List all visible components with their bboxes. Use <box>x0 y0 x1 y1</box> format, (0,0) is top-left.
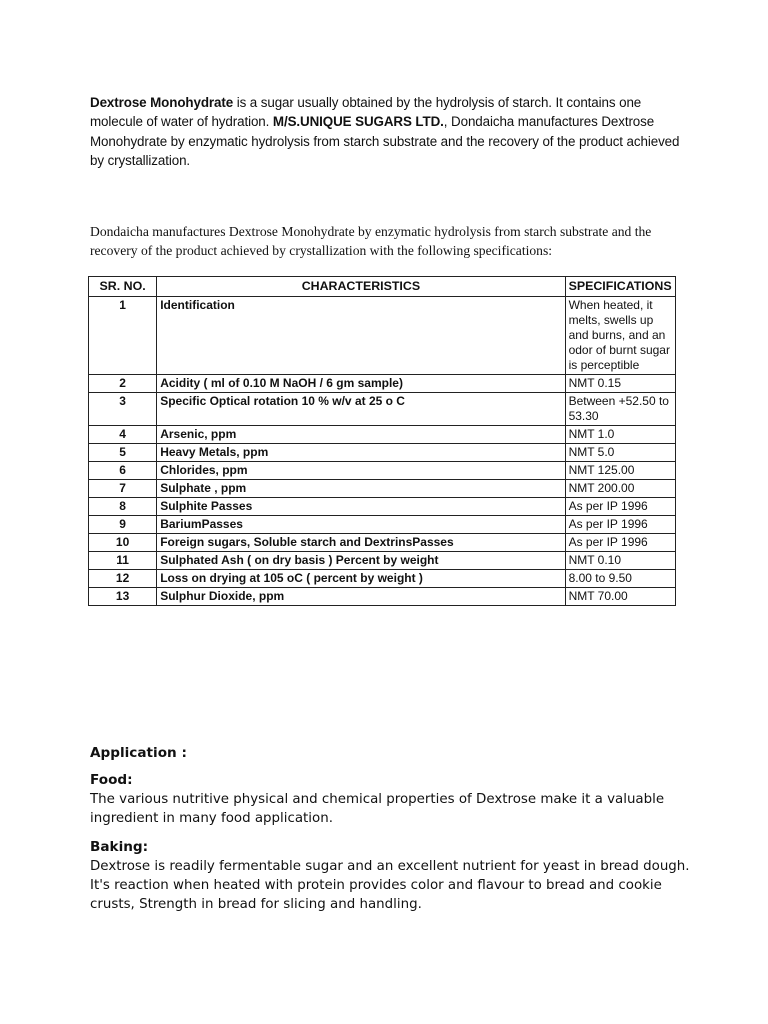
table-row <box>89 462 676 480</box>
intro-paragraph <box>90 93 680 170</box>
baking-text: Dextrose is readily fermentable sugar and an excellent nutrient for yeast in bread dough. It's reaction when heated with protein provides color and flavour to bread and cookie crusts, Strength in bread for slicing and handling. <box>90 859 690 912</box>
header-specifications: SPECIFICATIONS <box>565 277 675 297</box>
spec-cell: As per IP 1996 <box>565 498 675 516</box>
table-row <box>89 498 676 516</box>
food-text: The various nutritive physical and chemical properties of Dextrose make it a valuable ingredient in many food application. <box>90 792 665 826</box>
sr-cell: 9 <box>89 516 157 534</box>
application-heading: Application : <box>90 745 187 761</box>
sr-cell: 3 <box>89 393 157 426</box>
intro-text-1: is a sugar usually obtained by the hydrolysis of starch. It contains one molecule of water of hydration. <box>90 95 642 130</box>
table-row <box>89 588 676 606</box>
characteristic-cell: Sulphate , ppm <box>157 480 565 498</box>
sr-cell: 1 <box>89 297 157 375</box>
table-header-row <box>89 277 676 297</box>
characteristic-cell: Acidity ( ml of 0.10 M NaOH / 6 gm sample) <box>157 375 565 393</box>
characteristic-cell: Sulphated Ash ( on dry basis ) Percent by weight <box>157 552 565 570</box>
spec-cell: NMT 5.0 <box>565 444 675 462</box>
product-name: Dextrose Monohydrate <box>90 95 234 110</box>
sr-cell: 11 <box>89 552 157 570</box>
spec-cell: NMT 0.15 <box>565 375 675 393</box>
spec-cell: NMT 1.0 <box>565 426 675 444</box>
sr-cell: 13 <box>89 588 157 606</box>
characteristic-cell: Specific Optical rotation 10 % w/v at 25 o C <box>157 393 565 426</box>
characteristic-cell: Heavy Metals, ppm <box>157 444 565 462</box>
characteristic-cell: Chlorides, ppm <box>157 462 565 480</box>
table-row <box>89 534 676 552</box>
intro-text-2: , Dondaicha manufactures Dextrose Monohydrate by enzymatic hydrolysis from starch substrate and the recovery of the product achieved by crystallization. <box>90 114 680 168</box>
sr-cell: 4 <box>89 426 157 444</box>
table-row <box>89 375 676 393</box>
specifications-intro: Dondaicha manufactures Dextrose Monohydrate by enzymatic hydrolysis from starch substrate and the recovery of the product achieved by crystallization with the following specifications: <box>90 224 652 258</box>
table-row <box>89 426 676 444</box>
sr-cell: 6 <box>89 462 157 480</box>
characteristic-cell: BariumPasses <box>157 516 565 534</box>
table-row <box>89 552 676 570</box>
spec-cell: NMT 0.10 <box>565 552 675 570</box>
characteristic-cell: Identification <box>157 297 565 375</box>
table-row <box>89 480 676 498</box>
characteristic-cell: Sulphur Dioxide, ppm <box>157 588 565 606</box>
spec-cell: NMT 70.00 <box>565 588 675 606</box>
characteristic-cell: Arsenic, ppm <box>157 426 565 444</box>
table-row <box>89 516 676 534</box>
specifications-table <box>88 276 676 606</box>
header-sr-no: SR. NO. <box>89 277 157 297</box>
company-name: M/S.UNIQUE SUGARS LTD. <box>272 114 444 130</box>
characteristic-cell: Loss on drying at 105 oC ( percent by weight ) <box>157 570 565 588</box>
characteristic-cell: Sulphite Passes <box>157 498 565 516</box>
sr-cell: 10 <box>89 534 157 552</box>
table-row <box>89 297 676 375</box>
sr-cell: 8 <box>89 498 157 516</box>
spec-cell: As per IP 1996 <box>565 534 675 552</box>
table-row <box>89 393 676 426</box>
sr-cell: 7 <box>89 480 157 498</box>
characteristic-cell: Foreign sugars, Soluble starch and DextrinsPasses <box>157 534 565 552</box>
food-heading: Food: <box>90 772 133 788</box>
sr-cell: 2 <box>89 375 157 393</box>
header-characteristics: CHARACTERISTICS <box>157 277 565 297</box>
spec-cell: NMT 200.00 <box>565 480 675 498</box>
baking-heading: Baking: <box>90 839 149 855</box>
application-section <box>90 745 690 924</box>
table-row <box>89 570 676 588</box>
spec-cell: As per IP 1996 <box>565 516 675 534</box>
spec-cell: When heated, it melts, swells up and burns, and an odor of burnt sugar is perceptible <box>565 297 675 375</box>
table-row <box>89 444 676 462</box>
sr-cell: 5 <box>89 444 157 462</box>
spec-cell: NMT 125.00 <box>565 462 675 480</box>
spec-cell: 8.00 to 9.50 <box>565 570 675 588</box>
sr-cell: 12 <box>89 570 157 588</box>
spec-cell: Between +52.50 to 53.30 <box>565 393 675 426</box>
